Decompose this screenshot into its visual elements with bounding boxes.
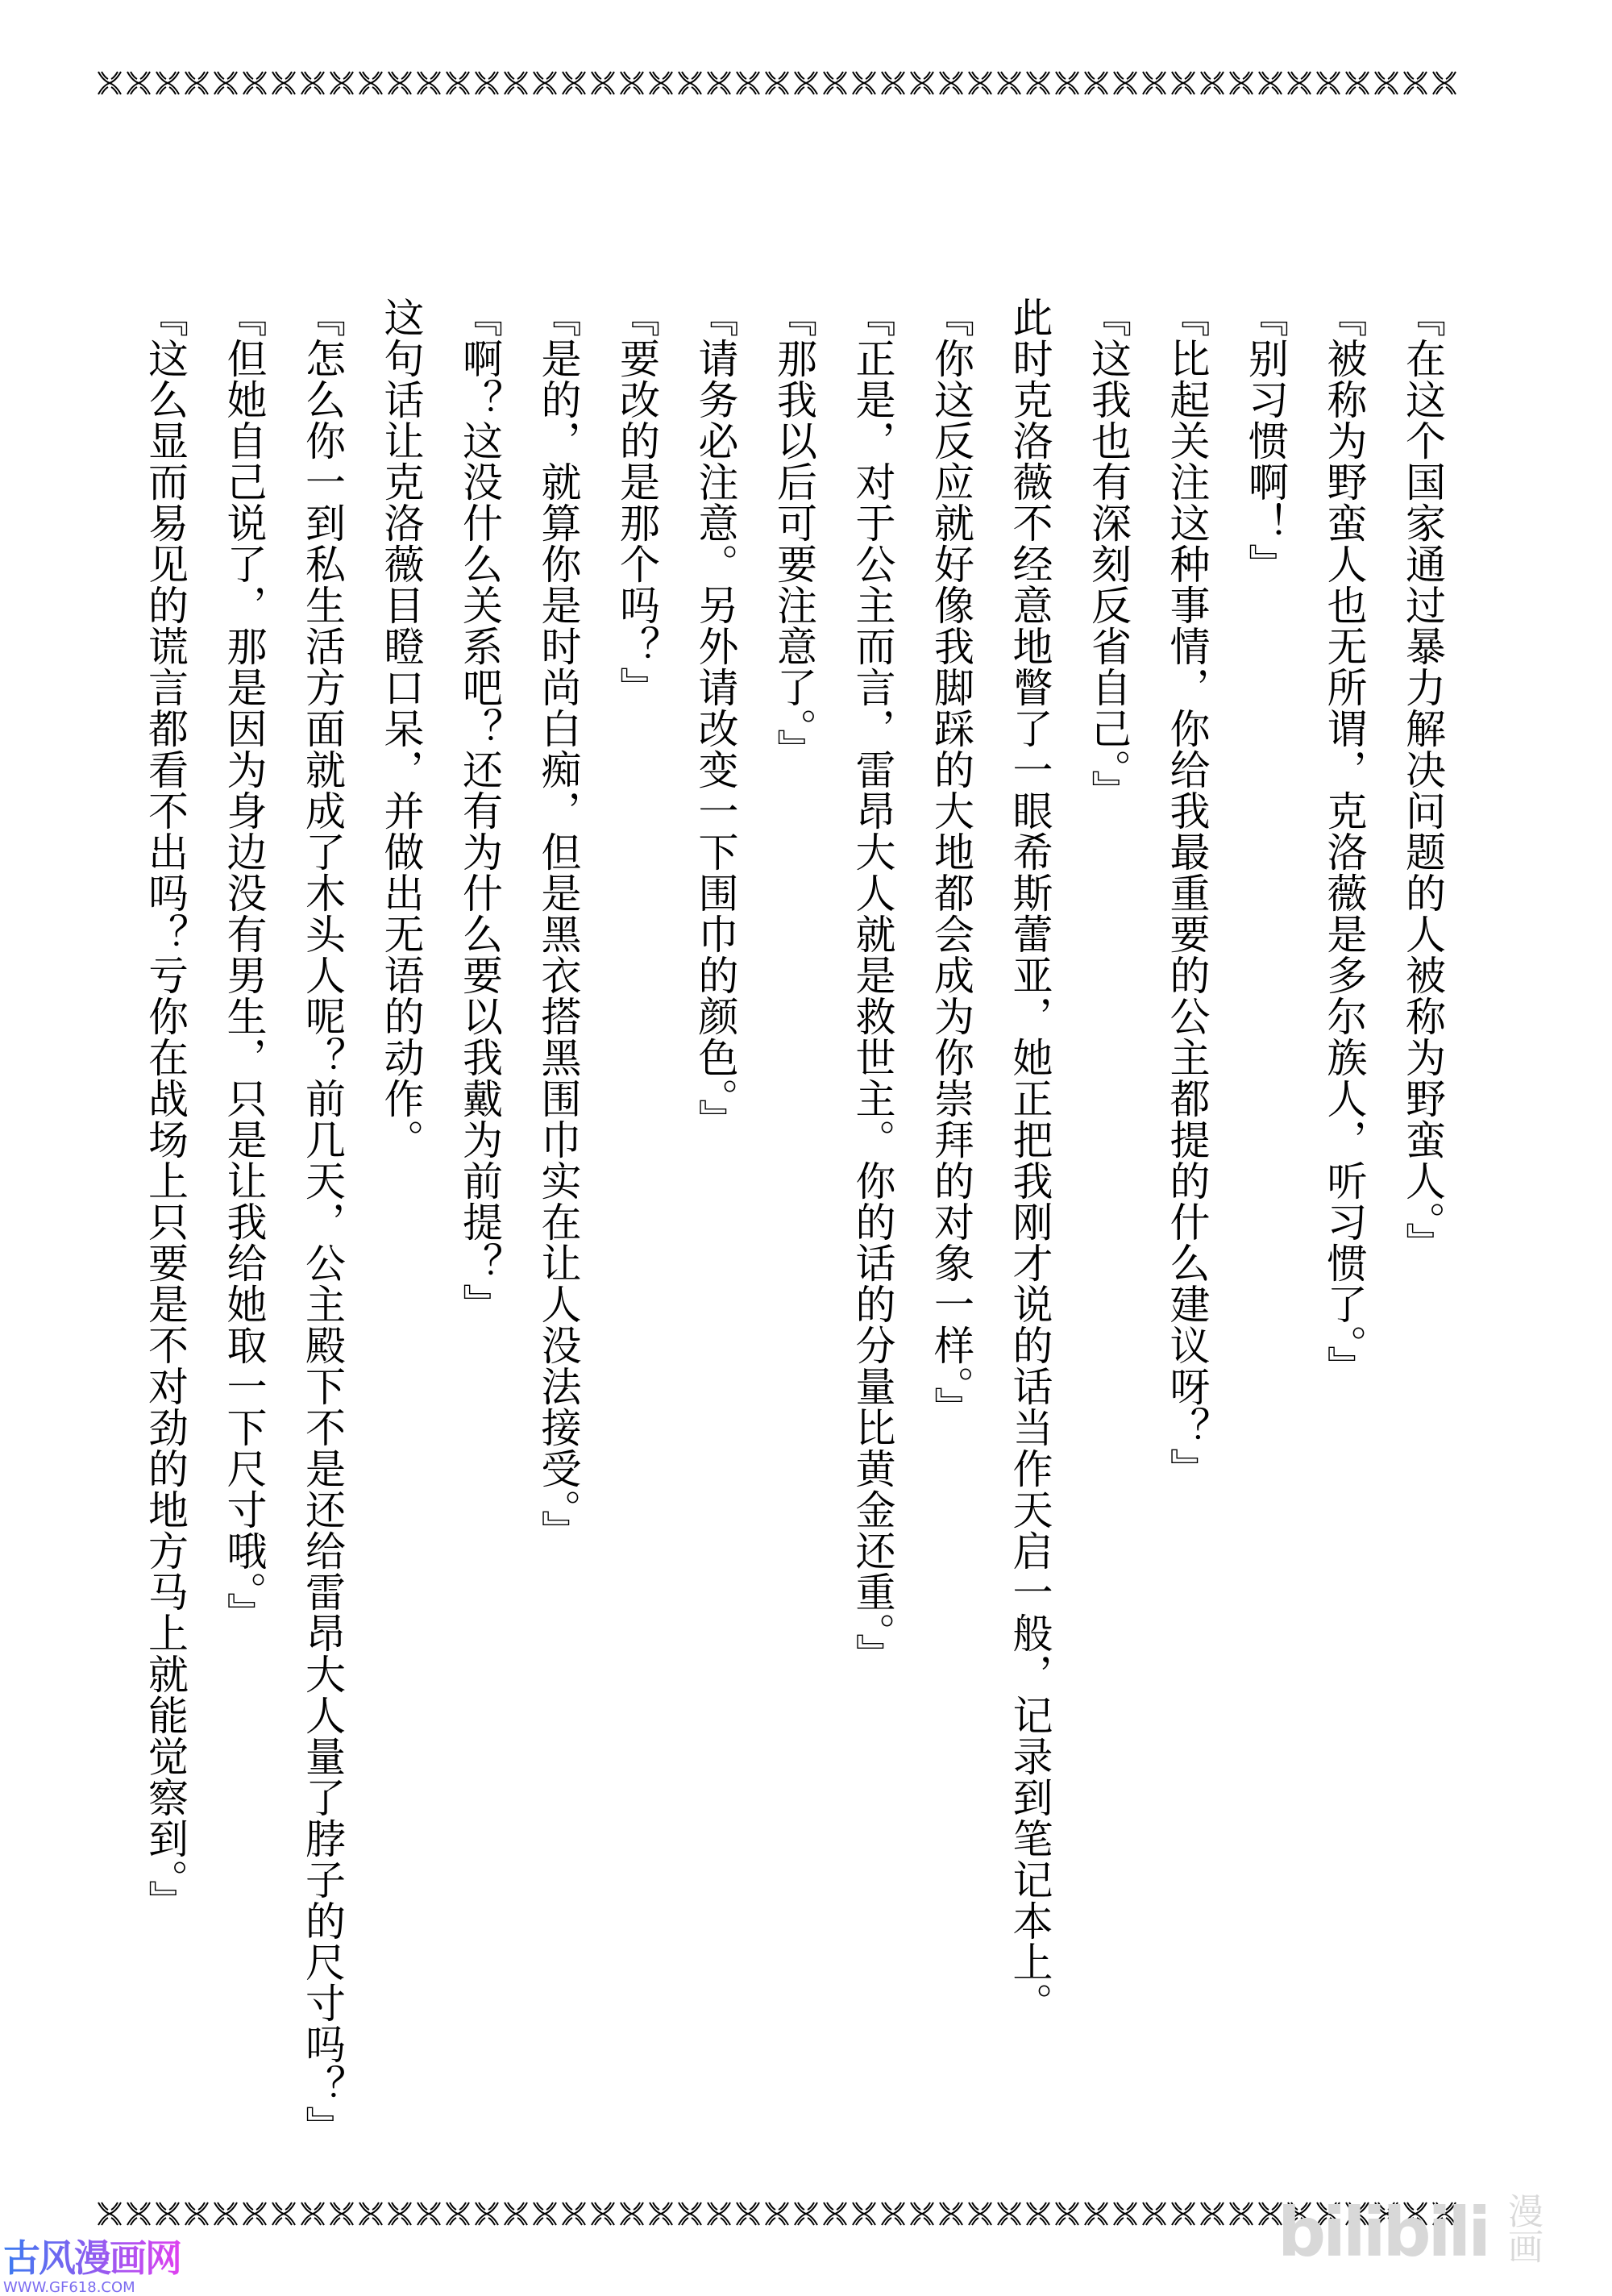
text-line: 『正是，对于公主而言，雷昂大人就是救世主。你的话的分量比黄金还重。』 bbox=[849, 297, 896, 1674]
site-watermark-name: 古风漫画网 bbox=[3, 2229, 181, 2282]
text-line: 『这么显而易见的谎言都看不出吗？亏你在战场上只要是不对劲的地方马上就能觉察到。』 bbox=[142, 297, 189, 1921]
manhua-logo-text: 漫画 bbox=[1502, 2193, 1543, 2264]
text-line: 『这我也有深刻反省自己。』 bbox=[1085, 297, 1132, 811]
site-watermark-url: WWW.GF618.COM bbox=[3, 2279, 135, 2296]
site-watermark bbox=[3, 2229, 181, 2296]
text-line: 这句话让克洛薇目瞪口呆，并做出无语的动作。 bbox=[377, 297, 425, 1160]
bilibili-watermark bbox=[1278, 2193, 1599, 2272]
text-line: 『要改的是那个吗？』 bbox=[613, 297, 660, 708]
text-line: 『是的，就算你是时尚白痴，但是黑衣搭黑围巾实在让人没法接受。』 bbox=[534, 297, 582, 1551]
text-line: 『请务必注意。另外请改变一下围巾的颜色。』 bbox=[692, 297, 739, 1140]
decorative-border-top bbox=[95, 69, 1460, 97]
text-line: 『那我以后可要注意了。』 bbox=[771, 297, 817, 770]
text-line: 『啊？这没什么关系吧？还有为什么要以我戴为前提？』 bbox=[456, 297, 503, 1325]
text-line: 『但她自己说了，那是因为身边没有男生，只是让我给她取一下尺寸哦。』 bbox=[220, 297, 268, 1633]
bilibili-logo-text: bilibili bbox=[1277, 2193, 1488, 2272]
decorative-border-bottom bbox=[95, 2200, 1460, 2227]
text-line: 此时克洛薇不经意地瞥了一眼希斯蕾亚，她正把我刚才说的话当作天启一般，记录到笔记本上。 bbox=[1006, 297, 1053, 2024]
text-line: 『比起关注这种事情，你给我最重要的公主都提的什么建议呀？』 bbox=[1163, 297, 1211, 1489]
text-line: 『被称为野蛮人也无所谓，克洛薇是多尔族人，听习惯了。』 bbox=[1320, 297, 1368, 1387]
vertical-text-body bbox=[126, 297, 1462, 2151]
text-line: 『别习惯啊！』 bbox=[1242, 297, 1289, 584]
text-line: 『你这反应就好像我脚踩的大地都会成为你崇拜的对象一样。』 bbox=[928, 297, 974, 1428]
text-line: 『怎么你一到私生活方面就成了木头人呢？前几天，公主殿下不是还给雷昂大人量了脖子的尺寸吗？』 bbox=[299, 297, 346, 2147]
text-line: 『在这个国家通过暴力解决问题的人被称为野蛮人。』 bbox=[1399, 297, 1446, 1263]
